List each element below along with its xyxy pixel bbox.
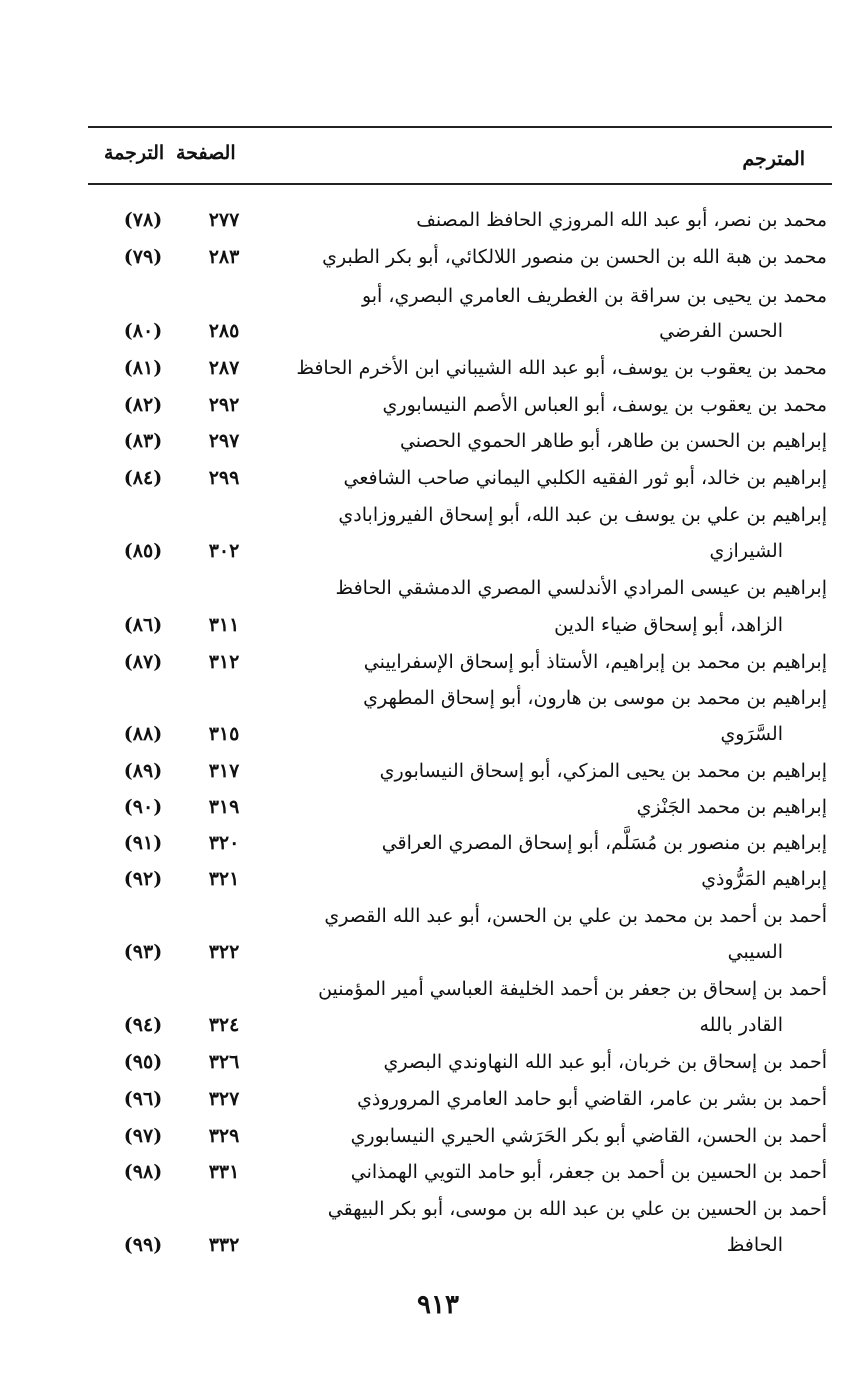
entry-number: (٩٤) [123,1014,163,1036]
entry-page: ٢٩٧ [208,430,240,452]
entry-number: (٨٠) [123,320,163,342]
entry-name: محمد بن هبة الله بن الحسن بن منصور اللالكائي، أبو بكر الطبري [322,246,827,268]
entry-name: أحمد بن أحمد بن محمد بن علي بن الحسن، أبو عبد الله القصري [324,905,827,927]
entry-number: (٨٦) [123,614,163,636]
entry-number: (٨٥) [123,540,163,562]
entry-name: السَّرَوي [720,723,783,745]
entry-page: ٣٣٢ [208,1234,240,1256]
entry-page: ٢٨٧ [208,357,240,379]
entry-number: (٨٤) [123,467,163,489]
entry-page: ٢٨٥ [208,320,240,342]
entry-number: (٩٢) [123,868,163,890]
column-header-entry-number: الترجمة [104,142,165,164]
entry-page: ٣٢٩ [208,1125,240,1147]
table-row [0,388,867,422]
entry-page: ٣٢٧ [208,1088,240,1110]
entry-number: (٩١) [123,832,163,854]
entry-name: الزاهد، أبو إسحاق ضياء الدين [554,614,783,636]
entry-number: (٩٧) [123,1125,163,1147]
entry-name: محمد بن يعقوب بن يوسف، أبو العباس الأصم النيسابوري [382,394,827,416]
table-row [0,498,867,532]
table-row [0,972,867,1006]
entry-name: محمد بن نصر، أبو عبد الله المروزي الحافظ المصنف [416,209,827,231]
entry-page: ٣٠٢ [208,540,240,562]
table-row [0,826,867,860]
entry-page: ٢٨٣ [208,246,240,268]
entry-name: الحافظ [726,1234,783,1256]
entry-name: الحسن الفرضي [659,320,783,342]
entry-page: ٣٢٤ [208,1014,240,1036]
entry-name: الشيرازي [709,540,783,562]
entry-name: إبراهيم بن محمد بن موسى بن هارون، أبو إسحاق المطهري [363,687,827,709]
entry-name: إبراهيم بن الحسن بن طاهر، أبو طاهر الحموي الحصني [399,430,827,452]
entry-name: إبراهيم بن علي بن يوسف بن عبد الله، أبو إسحاق الفيروزابادي [338,504,827,526]
table-row [0,608,867,642]
top-rule [88,126,832,128]
entry-name: إبراهيم بن عيسى المرادي الأندلسي المصري الدمشقي الحافظ [335,577,827,599]
table-row [0,279,867,313]
entry-name: إبراهيم بن خالد، أبو ثور الفقيه الكلبي اليماني صاحب الشافعي [343,467,827,489]
table-row [0,1228,867,1262]
entry-page: ٣١١ [208,614,240,636]
table-row [0,681,867,715]
header-rule [88,183,832,185]
entry-number: (٨٢) [123,394,163,416]
entry-page: ٣٢١ [208,868,240,890]
entry-name: محمد بن يعقوب بن يوسف، أبو عبد الله الشيباني ابن الأخرم الحافظ [296,357,827,379]
entry-number: (٩٣) [123,941,163,963]
table-row [0,862,867,896]
entry-name: إبراهيم بن محمد الجَنْزي [636,796,827,818]
table-row [0,1192,867,1226]
entry-page: ٣١٩ [208,796,240,818]
entry-name: إبراهيم بن منصور بن مُسَلَّم، أبو إسحاق المصري العراقي [381,832,827,854]
table-row [0,534,867,568]
table-row [0,1045,867,1079]
entry-name: إبراهيم بن محمد بن إبراهيم، الأستاذ أبو إسحاق الإسفراييني [363,651,827,673]
entry-name: أحمد بن الحسين بن علي بن عبد الله بن موسى، أبو بكر البيهقي [327,1198,827,1220]
table-row [0,1155,867,1189]
entry-page: ٣١٢ [208,651,240,673]
table-row [0,461,867,495]
table-row [0,935,867,969]
table-row [0,314,867,348]
entry-number: (٨٨) [123,723,163,745]
table-row [0,424,867,458]
entry-number: (٨٣) [123,430,163,452]
table-row [0,571,867,605]
entry-page: ٣٢٠ [208,832,240,854]
entry-number: (٩٦) [123,1088,163,1110]
entry-page: ٣٢٦ [208,1051,240,1073]
table-row [0,1008,867,1042]
entry-number: (٨٩) [123,760,163,782]
table-row [0,754,867,788]
entry-name: إبراهيم بن محمد بن يحيى المزكي، أبو إسحاق النيسابوري [379,760,827,782]
table-row [0,1082,867,1116]
table-row [0,240,867,274]
table-row [0,351,867,385]
entry-page: ٣١٥ [208,723,240,745]
column-header-page: الصفحة [176,142,236,164]
entry-page: ٣٢٢ [208,941,240,963]
entry-name: أحمد بن إسحاق بن جعفر بن أحمد الخليفة العباسي أمير المؤمنين [318,978,827,1000]
entry-page: ٣٣١ [208,1161,240,1183]
page-number: ٩١٣ [417,1290,459,1320]
entry-name: إبراهيم المَرُّوذي [701,868,827,890]
entry-number: (٩٥) [123,1051,163,1073]
entry-name: أحمد بن الحسن، القاضي أبو بكر الحَرَشي الحيري النيسابوري [350,1125,827,1147]
entry-page: ٢٩٢ [208,394,240,416]
entry-name: أحمد بن الحسين بن أحمد بن جعفر، أبو حامد التويي الهمذاني [350,1161,827,1183]
entry-number: (٨٧) [123,651,163,673]
entry-number: (٩٩) [123,1234,163,1256]
table-row [0,899,867,933]
entry-number: (٧٩) [123,246,163,268]
table-row [0,717,867,751]
entry-page: ٢٧٧ [208,209,240,231]
entry-page: ٢٩٩ [208,467,240,489]
entry-name: محمد بن يحيى بن سراقة بن الغطريف العامري البصري، أبو [361,285,827,307]
entry-number: (٨١) [123,357,163,379]
entry-number: (٩٨) [123,1161,163,1183]
table-row [0,790,867,824]
entry-name: السيبي [727,941,783,963]
entry-name: القادر بالله [699,1014,783,1036]
entry-name: أحمد بن بشر بن عامر، القاضي أبو حامد العامري المروروذي [357,1088,827,1110]
table-row [0,645,867,679]
entry-number: (٧٨) [123,209,163,231]
entry-number: (٩٠) [123,796,163,818]
table-row [0,203,867,237]
column-header-translated: المترجم [742,148,805,170]
entry-page: ٣١٧ [208,760,240,782]
entry-name: أحمد بن إسحاق بن خربان، أبو عبد الله النهاوندي البصري [383,1051,827,1073]
table-row [0,1119,867,1153]
